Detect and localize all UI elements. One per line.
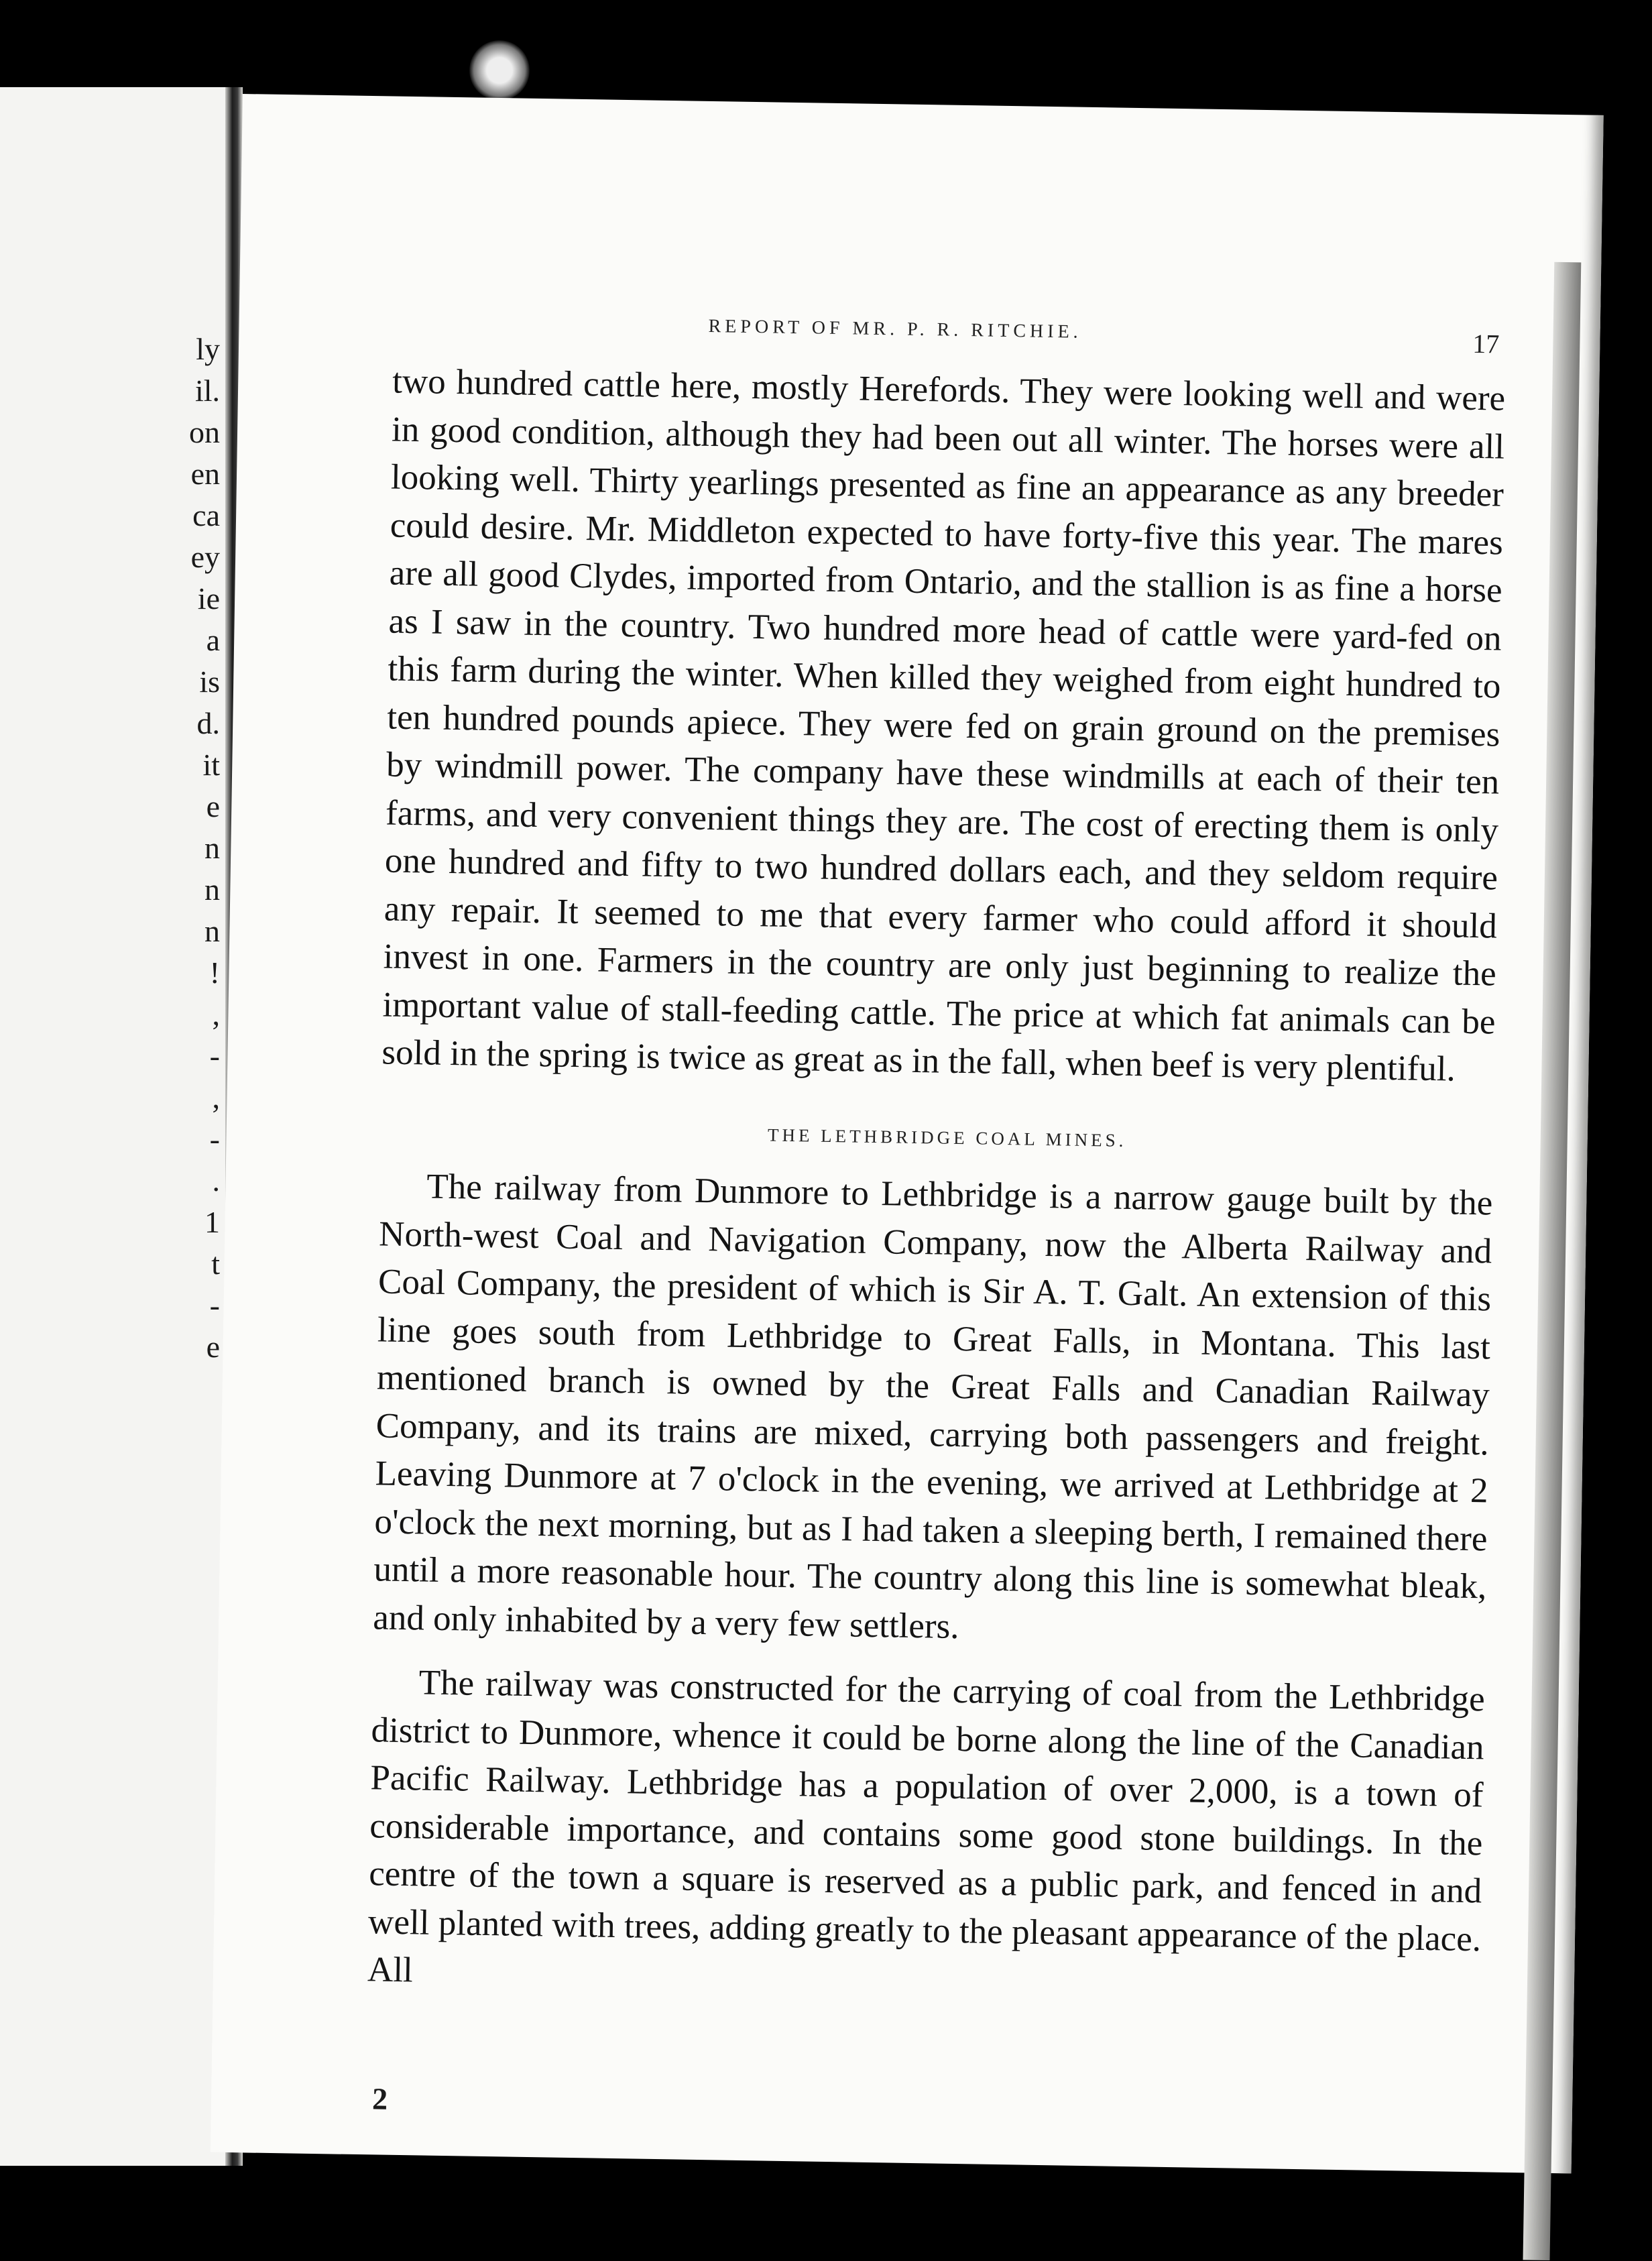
left-page-fragment: e bbox=[206, 1330, 220, 1364]
left-page-fragment: il. bbox=[194, 373, 220, 408]
running-head: REPORT OF MR. P. R. RITCHIE. bbox=[708, 315, 1082, 343]
paragraph-2 bbox=[373, 1162, 1493, 1659]
left-page-fragment: . bbox=[212, 1163, 220, 1198]
left-page-fragment: , bbox=[212, 1080, 220, 1114]
left-page-fragment: ey bbox=[190, 540, 220, 574]
left-page-fragment: t bbox=[211, 1247, 220, 1281]
left-page-fragment: , bbox=[212, 997, 220, 1031]
paragraph-2-text: The railway from Dunmore to Lethbridge is a narrow gauge built by the North-west Coal and Navigation Company, now the Alberta Railway and Coal Company, the president of which is Sir A. T. Galt. An extension of this line goes south from Lethbridge to Great Falls, in Montana. This last mentioned branch is owned by the Great Falls and Canadian Railway Company, and its trains are mixed, carrying both passengers and freight. Leaving Dunmore at 7 o'clock in the evening, we arrived at Lethbridge at 2 o'clock the next morning, but as I had taken a sleeping berth, I remained there until a more reasonable hour. The country along this line is somewhat bleak, and only inhabited by a very few settlers. bbox=[372, 1167, 1493, 1646]
left-page-fragment: is bbox=[199, 664, 220, 699]
page-edge-shadow bbox=[1523, 262, 1581, 2260]
paragraph-3-text: The railway was constructed for the carrying of coal from the Lethbridge district to Dunmore, whence it could be borne along the line of the Canadian Pacific Railway. Lethbridge has a population of over 2,000, is a town of considerable importance, and contains some good stone buildings. In the centre of the town a square is reserved as a public park, and fenced in and well planted with trees, adding greatly to the pleasant appearance of the place. All bbox=[367, 1663, 1486, 1990]
left-page-line-fragments bbox=[166, 329, 220, 1368]
left-page-fragment: - bbox=[209, 1288, 220, 1322]
left-page-fragment: it bbox=[202, 748, 220, 782]
left-page-fragment: ie bbox=[197, 581, 220, 616]
left-page-fragment: ly bbox=[196, 332, 220, 366]
paper-stain bbox=[469, 40, 530, 101]
left-page-fragment: en bbox=[190, 457, 220, 491]
left-page-fragment: n bbox=[204, 914, 220, 948]
left-page-fragment: - bbox=[209, 1039, 220, 1073]
left-page-fragment: d. bbox=[196, 706, 220, 740]
left-page-fragment: on bbox=[189, 415, 220, 449]
left-page-fragment: a bbox=[206, 623, 220, 657]
signature-mark: 2 bbox=[371, 2081, 388, 2116]
page-number: 17 bbox=[1472, 328, 1500, 359]
left-page-fragment: 1 bbox=[204, 1205, 220, 1239]
left-page-fragment: e bbox=[206, 789, 220, 823]
paragraph-3 bbox=[367, 1658, 1486, 2012]
section-heading: THE LETHBRIDGE COAL MINES. bbox=[767, 1124, 1127, 1151]
left-page-fragment: - bbox=[209, 1122, 220, 1156]
paragraph-1-text: two hundred cattle here, mostly Herefords. They were looking well and were in good condition, although they had been out all winter. The horses were all looking well. Thirty yearlings presented as fine an appearance as any breeder could desire. Mr. Middleton expected to have forty-five this year. The mares are all good Clydes, imported from Ontario, and the stallion is as fine a horse as I saw in the country. Two hundred more head of cattle were yard-fed on this farm during the winter. When killed they weighed from eight hundred to ten hundred pounds apiece. They were fed on grain ground on the premises by windmill power. The company have these windmills at each of their ten farms, and very convenient things they are. The cost of erecting them is only one hundred and fifty to two hundred dollars each, and they seldom require any repair. It seemed to me that every farmer who could afford it should invest in one. Farmers in the country are only just beginning to realize the important value of stall-feeding cattle. The price at which fat animals can be sold in the spring is twice as great as in the fall, when beef is very plentiful. bbox=[381, 361, 1506, 1089]
paragraph-1 bbox=[381, 358, 1506, 1094]
left-page-fragment: ! bbox=[209, 955, 220, 990]
left-page-fragment: ca bbox=[192, 498, 220, 532]
left-page-fragment: n bbox=[204, 831, 220, 865]
left-facing-page bbox=[0, 87, 225, 2166]
right-page bbox=[211, 94, 1604, 2174]
left-page-fragment: n bbox=[204, 872, 220, 907]
